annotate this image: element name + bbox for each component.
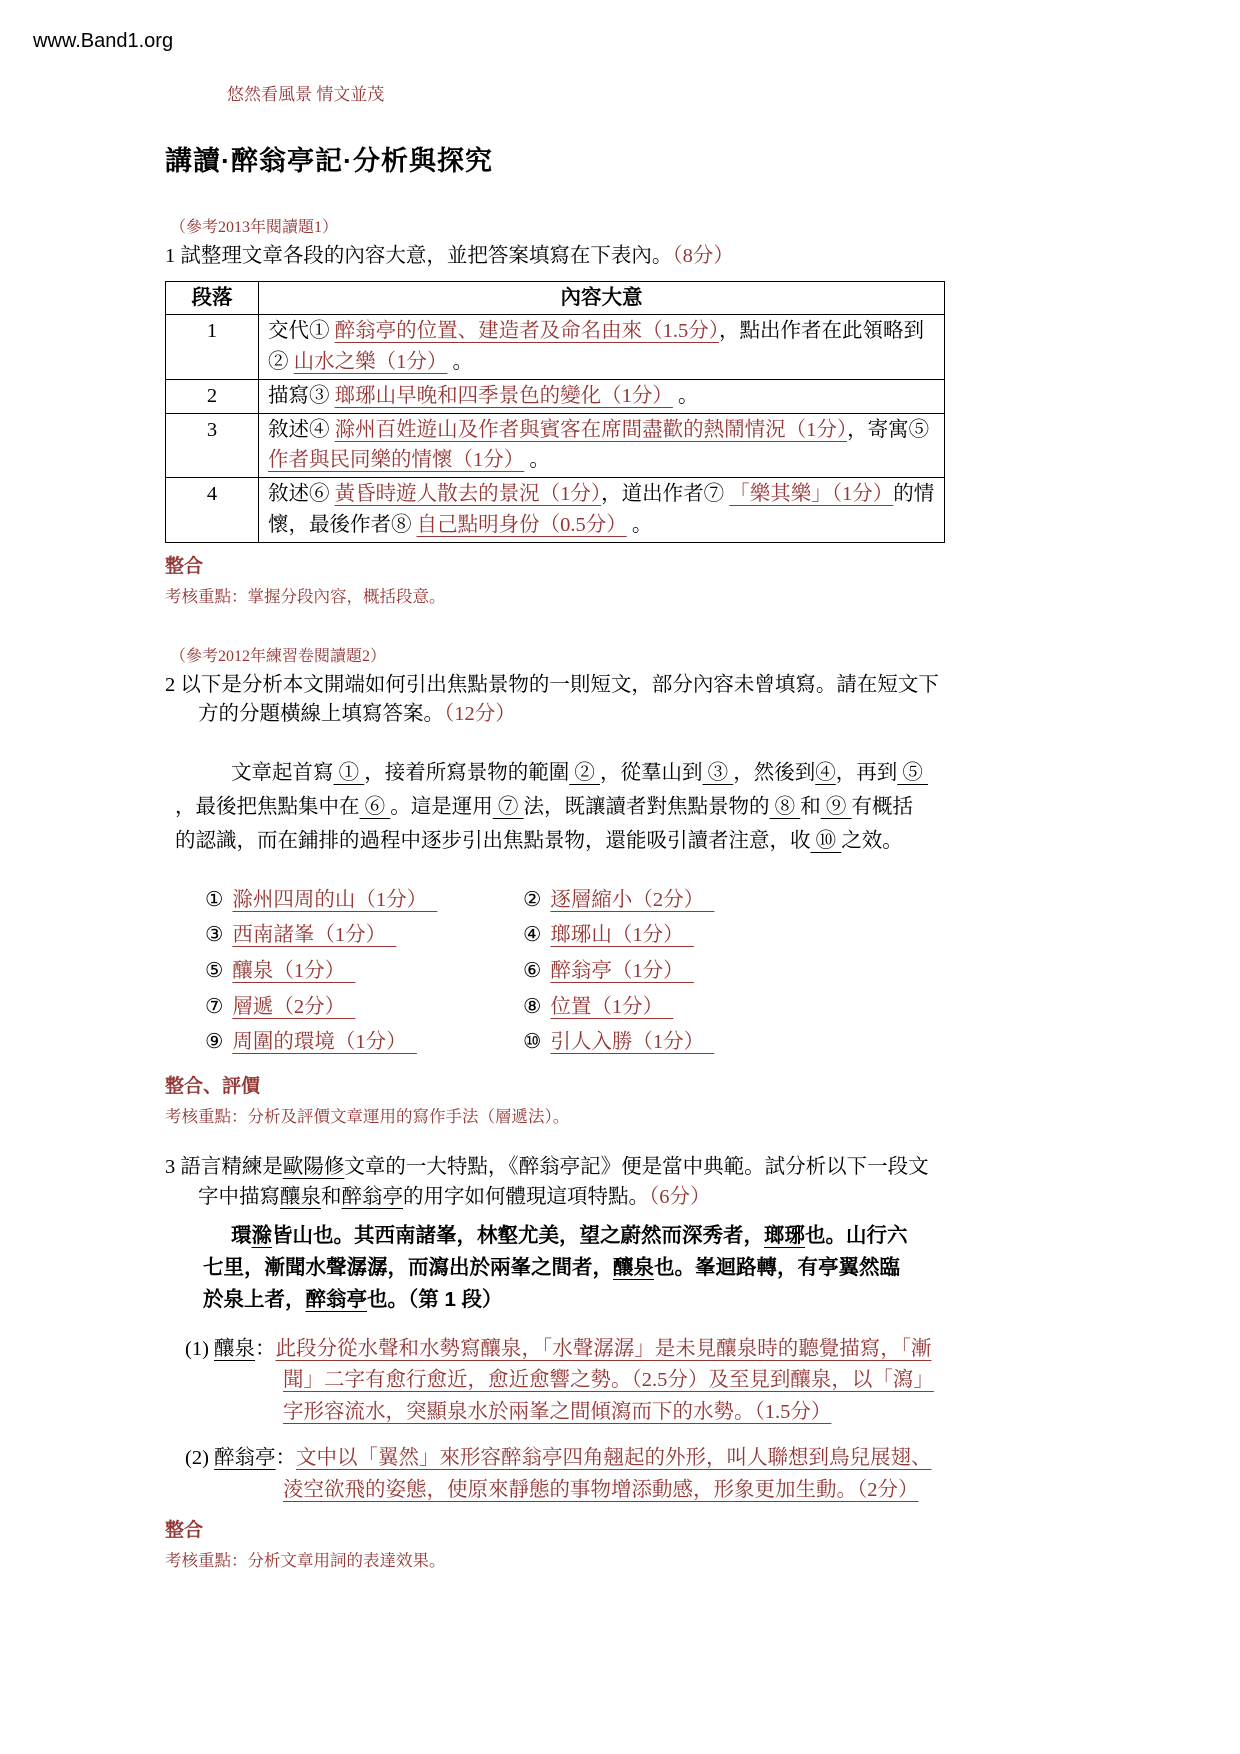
paragraph-summary: 敘述⑥ 黃昏時遊人散去的景況（1分），道出作者⑦ 「樂其樂」（1分）的情懷，最後作者⑧ 自己點明身份（0.5分） 。 [259,478,945,543]
answer-number: ③ [205,924,224,947]
col-header-summary: 內容大意 [259,281,945,315]
question-3-text: 3 語言精練是歐陽修文章的一大特點，《醉翁亭記》便是當中典範。試分析以下一段文字中描寫釀泉和醉翁亭的用字如何體現這項特點。（6分） [165,1155,929,1208]
answer-number: ⑦ [205,995,224,1018]
header-motto: 悠然看風景 情文並茂 [227,85,385,104]
answer-text: 釀泉（1分） [232,959,356,982]
focus-note-q1: 考核重點：掌握分段內容，概括段意。 [165,586,446,606]
focus-note-q3: 考核重點：分析文章用詞的表達效果。 [165,1550,446,1570]
answer-number: ④ [523,924,542,947]
answer-number: ① [205,888,224,911]
answer-number: ⑧ [523,995,542,1018]
answer-item-9 [205,1029,523,1057]
answer-item-6 [523,958,945,986]
section-q2 [165,643,945,1127]
item-answer: 此段分從水聲和水勢寫釀泉，「水聲潺潺」是未見釀泉時的聽覺描寫，「漸聞」二字有愈行愈近，愈近愈響之勢。（2.5分）及至見到釀泉，以「瀉」字形容流水，突顯泉水於兩峯之間傾瀉而下的水勢。（1.5分） [275,1337,934,1424]
table-row [166,379,945,413]
analysis-items [165,1334,945,1507]
item-label: (2) 醉翁亭： [185,1446,297,1469]
section-q1 [165,214,945,607]
answer-item-3 [205,922,523,950]
answer-text: 層遞（2分） [232,995,356,1018]
integrate-heading-q1: 整合 [165,555,204,577]
col-header-paragraph: 段落 [166,281,259,315]
analysis-item-2 [185,1443,945,1507]
fill-in-passage: 文章起首寫 ① ，接着所寫景物的範圍 ② ，從羣山到 ③ ，然後到④，再到 ⑤ ，最後把焦點集中在 ⑥ 。這是運用 ⑦ 法，既讓讀者對焦點景物的 ⑧ 和 ⑨ 有概括的認識，而在鋪排的過程中逐步引出焦點景物，還能吸引讀者注意，收 ⑩ 之效。 [175,762,928,852]
answer-text: 逐層縮小（2分） [550,888,715,911]
answer-text: 滁州四周的山（1分） [232,888,438,911]
answer-item-2 [523,887,945,915]
table-row [166,315,945,380]
answer-number: ⑤ [205,959,224,982]
paragraph-number: 1 [166,315,259,380]
integrate-heading-q3: 整合 [165,1519,204,1541]
item-answer: 文中以「翼然」來形容醉翁亭四角翹起的外形，叫人聯想到鳥兒展翅、淩空欲飛的姿態，使原來靜態的事物增添動感，形象更加生動。（2分） [283,1446,932,1501]
question-2-text: 2 以下是分析本文開端如何引出焦點景物的一則短文，部分內容未曾填寫。請在短文下方的分題橫線上填寫答案。（12分） [165,673,939,726]
answer-number: ⑥ [523,959,542,982]
question-1-text: 1 試整理文章各段的內容大意，並把答案填寫在下表內。（8分） [165,245,734,267]
answers-grid [205,887,945,1057]
answer-item-1 [205,887,523,915]
answer-item-7 [205,994,523,1022]
answer-text: 瑯琊山（1分） [550,924,694,947]
integrate-heading-q2: 整合、評價 [165,1075,261,1097]
table-row [166,413,945,478]
answer-item-8 [523,994,945,1022]
summary-table [165,281,945,543]
answer-text: 引人入勝（1分） [550,1031,715,1054]
site-url: www.Band1.org [33,30,174,52]
paragraph-number: 3 [166,413,259,478]
paragraph-summary: 敘述④ 滁州百姓遊山及作者與賓客在席間盡歡的熱鬧情況（1分），寄寓⑤ 作者與民同樂的情懷（1分） 。 [259,413,945,478]
page-title: 講讀·醉翁亭記·分析與探究 [165,146,493,176]
answer-item-4 [523,922,945,950]
paragraph-summary: 交代① 醉翁亭的位置、建造者及命名由來（1.5分），點出作者在此領略到② 山水之樂（1分） 。 [259,315,945,380]
focus-note-q2: 考核重點：分析及評價文章運用的寫作手法（層遞法）。 [165,1106,570,1126]
quoted-passage: 環滁皆山也。其西南諸峯，林壑尤美，望之蔚然而深秀者，瑯琊也。山行六七里，漸聞水聲潺潺，而瀉出於兩峯之間者，釀泉也。峯迴路轉，有亭翼然臨於泉上者，醉翁亭也。（第 1 段） [203,1224,908,1311]
ref-note-q2: （參考2012年練習卷閱讀題2） [170,647,387,665]
answer-text: 位置（1分） [550,995,674,1018]
answer-text: 醉翁亭（1分） [550,959,694,982]
section-q3 [165,1153,945,1571]
paragraph-number: 4 [166,478,259,543]
answer-number: ② [523,888,542,911]
answer-item-10 [523,1029,945,1057]
answer-item-5 [205,958,523,986]
answer-number: ⑨ [205,1031,224,1054]
answer-text: 周圍的環境（1分） [232,1031,417,1054]
paragraph-summary: 描寫③ 瑯琊山早晚和四季景色的變化（1分） 。 [259,379,945,413]
item-label: (1) 釀泉： [185,1337,276,1360]
analysis-item-1 [185,1334,945,1429]
answer-text: 西南諸峯（1分） [232,924,397,947]
table-row [166,478,945,543]
answer-number: ⑩ [523,1031,542,1054]
ref-note-q1: （參考2013年閱讀題1） [170,219,339,236]
paragraph-number: 2 [166,379,259,413]
table-header-row [166,281,945,315]
